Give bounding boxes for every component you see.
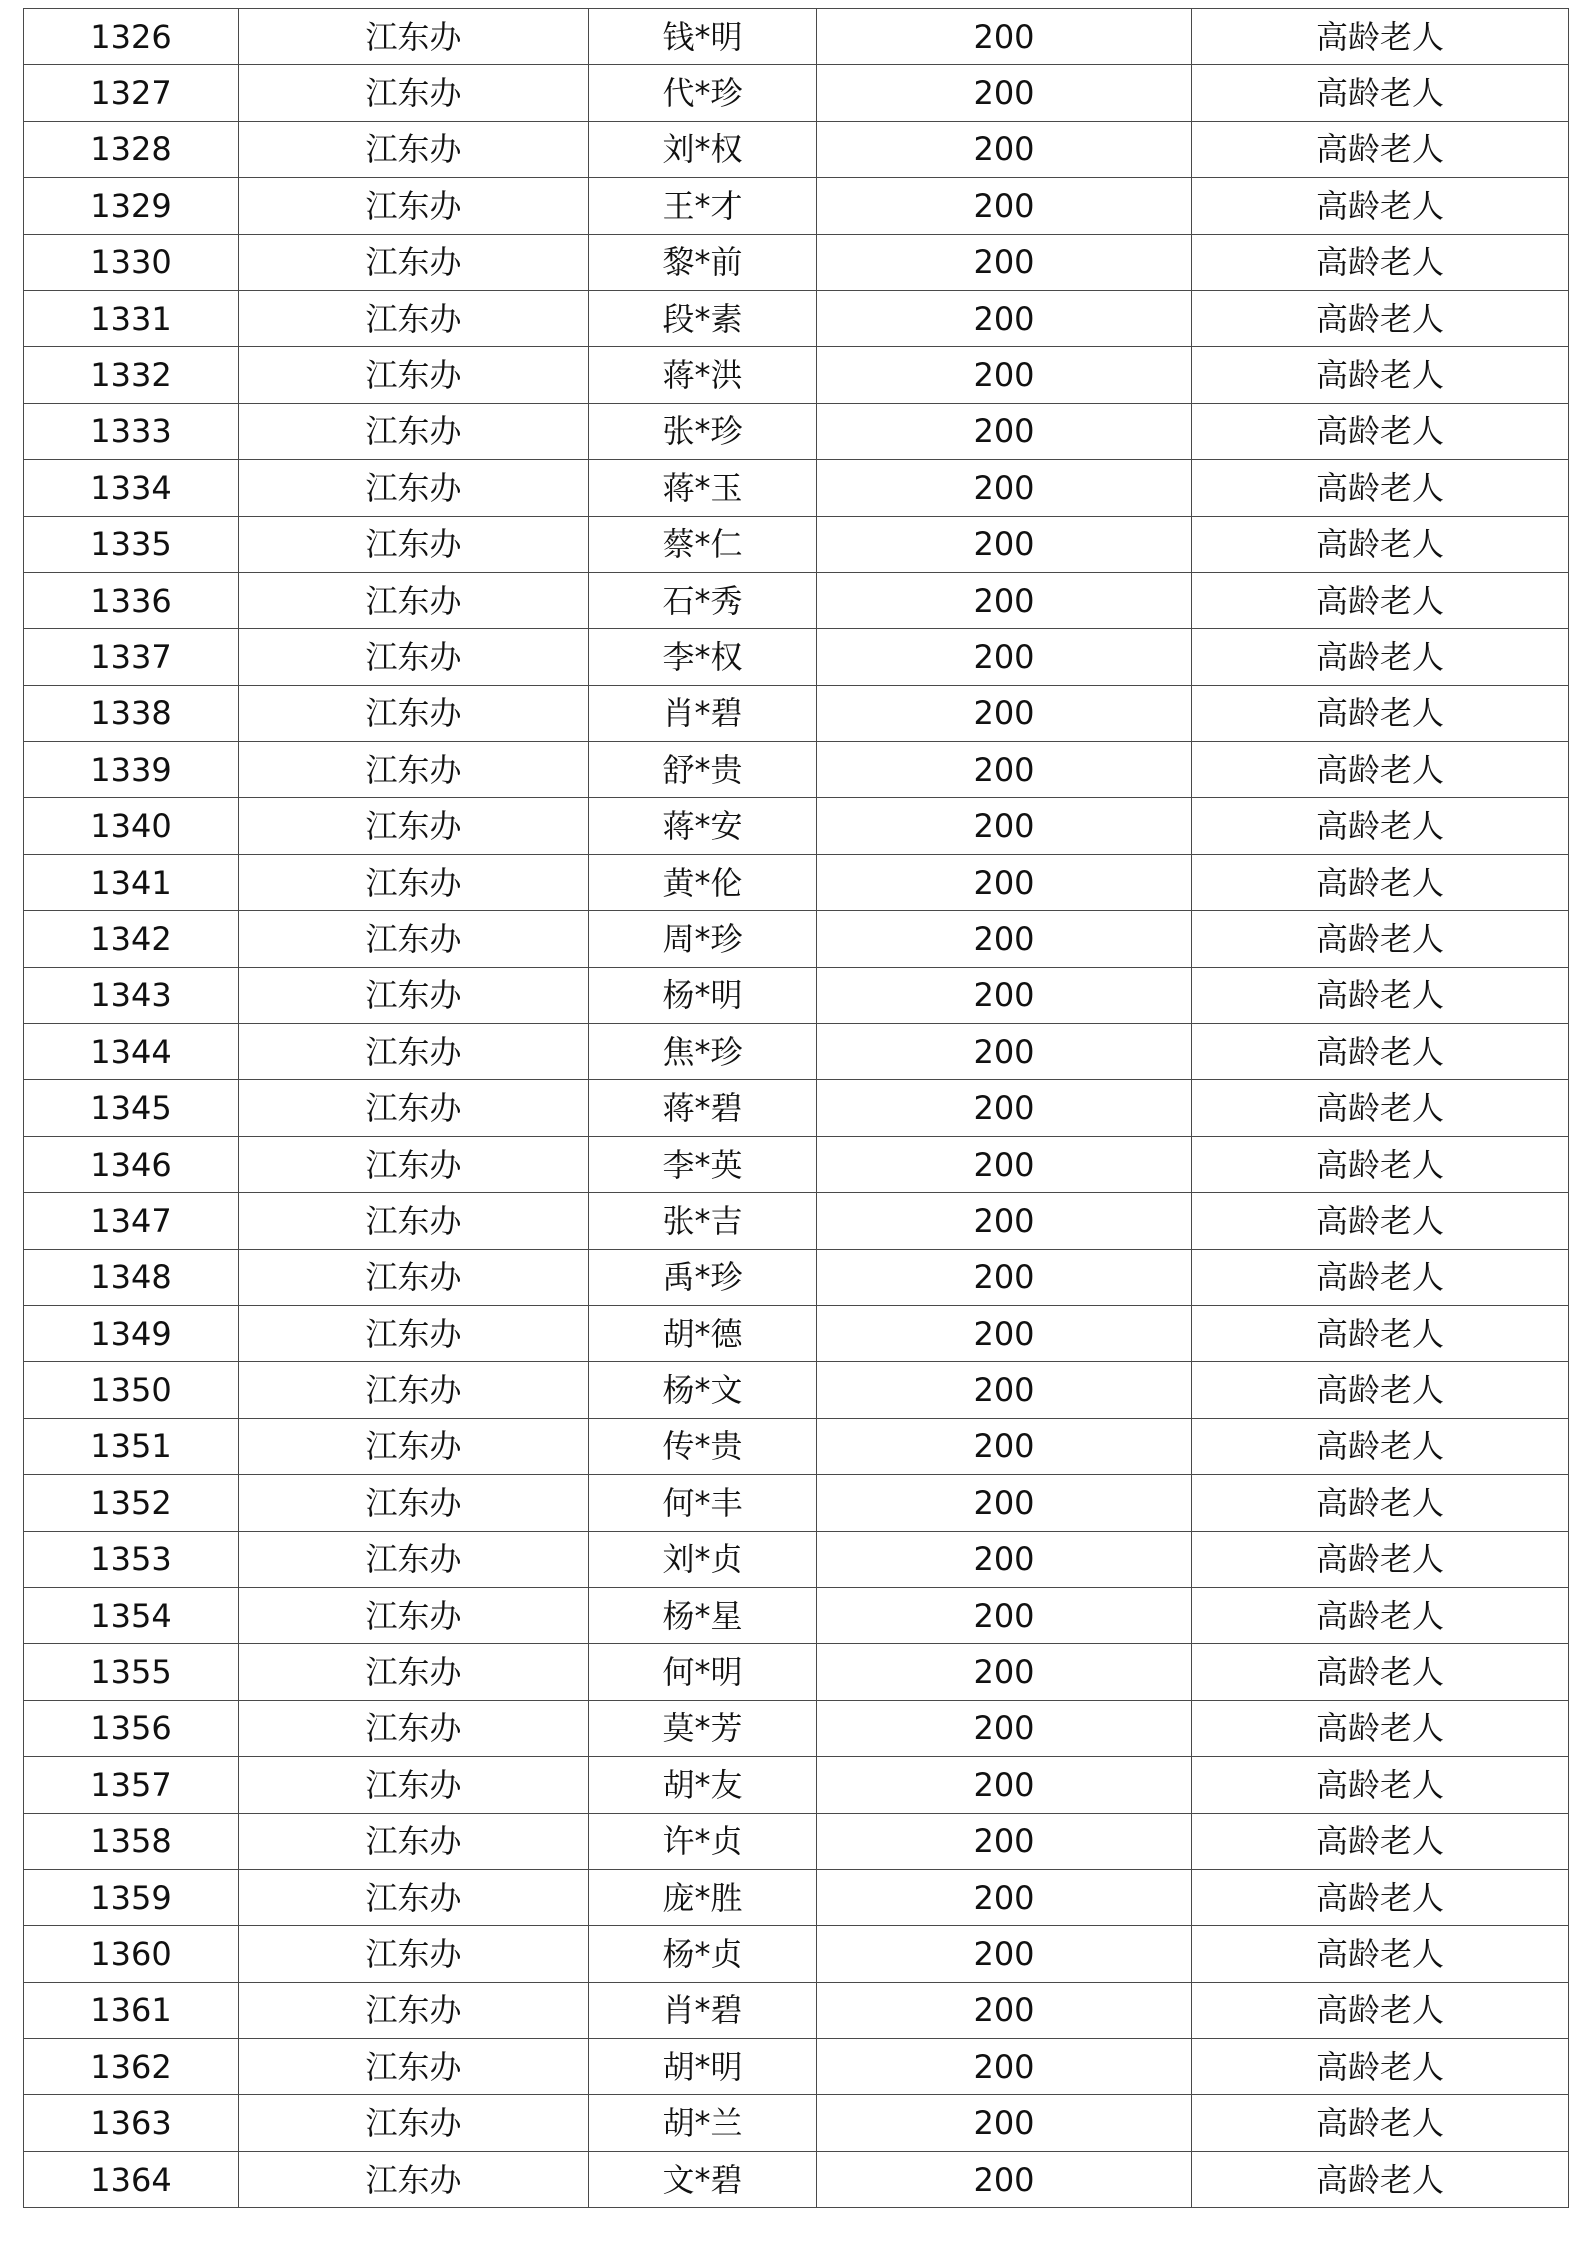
cell-amount: 200	[817, 1587, 1192, 1643]
cell-serial-number: 1330	[24, 234, 239, 290]
roster-table	[23, 8, 1569, 2208]
cell-person-name: 王*才	[589, 178, 817, 234]
cell-person-name: 杨*星	[589, 1587, 817, 1643]
table-row	[24, 516, 1569, 572]
cell-person-name: 刘*权	[589, 121, 817, 177]
cell-office: 江东办	[239, 1926, 589, 1982]
cell-serial-number: 1328	[24, 121, 239, 177]
cell-category: 高龄老人	[1192, 460, 1569, 516]
cell-office: 江东办	[239, 460, 589, 516]
cell-category: 高龄老人	[1192, 1531, 1569, 1587]
table-row	[24, 1249, 1569, 1305]
cell-serial-number: 1327	[24, 65, 239, 121]
cell-person-name: 禹*珍	[589, 1249, 817, 1305]
cell-amount: 200	[817, 1926, 1192, 1982]
table-row	[24, 854, 1569, 910]
cell-serial-number: 1343	[24, 967, 239, 1023]
cell-office: 江东办	[239, 65, 589, 121]
cell-person-name: 张*吉	[589, 1193, 817, 1249]
cell-category: 高龄老人	[1192, 2039, 1569, 2095]
table-row	[24, 2151, 1569, 2207]
cell-amount: 200	[817, 1136, 1192, 1192]
cell-person-name: 文*碧	[589, 2151, 817, 2207]
table-row	[24, 1475, 1569, 1531]
cell-person-name: 庞*胜	[589, 1869, 817, 1925]
cell-office: 江东办	[239, 1813, 589, 1869]
cell-serial-number: 1333	[24, 403, 239, 459]
cell-category: 高龄老人	[1192, 9, 1569, 65]
cell-person-name: 肖*碧	[589, 685, 817, 741]
cell-person-name: 黎*前	[589, 234, 817, 290]
table-row	[24, 911, 1569, 967]
table-row	[24, 1193, 1569, 1249]
cell-category: 高龄老人	[1192, 1587, 1569, 1643]
table-row	[24, 1869, 1569, 1925]
cell-person-name: 杨*明	[589, 967, 817, 1023]
cell-amount: 200	[817, 1418, 1192, 1474]
cell-amount: 200	[817, 685, 1192, 741]
cell-person-name: 莫*芳	[589, 1700, 817, 1756]
cell-person-name: 李*权	[589, 629, 817, 685]
cell-serial-number: 1345	[24, 1080, 239, 1136]
table-row	[24, 65, 1569, 121]
cell-person-name: 石*秀	[589, 572, 817, 628]
cell-amount: 200	[817, 742, 1192, 798]
cell-amount: 200	[817, 967, 1192, 1023]
cell-category: 高龄老人	[1192, 290, 1569, 346]
cell-person-name: 周*珍	[589, 911, 817, 967]
cell-amount: 200	[817, 1757, 1192, 1813]
cell-category: 高龄老人	[1192, 911, 1569, 967]
cell-office: 江东办	[239, 403, 589, 459]
cell-serial-number: 1357	[24, 1757, 239, 1813]
cell-amount: 200	[817, 178, 1192, 234]
cell-amount: 200	[817, 854, 1192, 910]
cell-office: 江东办	[239, 742, 589, 798]
cell-office: 江东办	[239, 967, 589, 1023]
cell-office: 江东办	[239, 629, 589, 685]
cell-amount: 200	[817, 516, 1192, 572]
cell-amount: 200	[817, 1813, 1192, 1869]
table-row	[24, 1982, 1569, 2038]
cell-category: 高龄老人	[1192, 1926, 1569, 1982]
cell-category: 高龄老人	[1192, 1982, 1569, 2038]
cell-office: 江东办	[239, 572, 589, 628]
cell-serial-number: 1349	[24, 1305, 239, 1361]
cell-office: 江东办	[239, 2039, 589, 2095]
cell-category: 高龄老人	[1192, 572, 1569, 628]
cell-office: 江东办	[239, 1700, 589, 1756]
cell-office: 江东办	[239, 347, 589, 403]
table-row	[24, 1531, 1569, 1587]
cell-serial-number: 1350	[24, 1362, 239, 1418]
cell-person-name: 张*珍	[589, 403, 817, 459]
cell-category: 高龄老人	[1192, 1136, 1569, 1192]
cell-amount: 200	[817, 1024, 1192, 1080]
cell-serial-number: 1364	[24, 2151, 239, 2207]
cell-amount: 200	[817, 234, 1192, 290]
cell-serial-number: 1329	[24, 178, 239, 234]
table-row	[24, 798, 1569, 854]
table-row	[24, 1305, 1569, 1361]
cell-serial-number: 1354	[24, 1587, 239, 1643]
cell-serial-number: 1361	[24, 1982, 239, 2038]
cell-category: 高龄老人	[1192, 798, 1569, 854]
cell-amount: 200	[817, 403, 1192, 459]
cell-person-name: 杨*文	[589, 1362, 817, 1418]
cell-serial-number: 1347	[24, 1193, 239, 1249]
cell-category: 高龄老人	[1192, 1869, 1569, 1925]
cell-person-name: 蒋*安	[589, 798, 817, 854]
table-row	[24, 629, 1569, 685]
cell-amount: 200	[817, 629, 1192, 685]
cell-category: 高龄老人	[1192, 1024, 1569, 1080]
cell-office: 江东办	[239, 685, 589, 741]
table-row	[24, 347, 1569, 403]
cell-category: 高龄老人	[1192, 1757, 1569, 1813]
cell-amount: 200	[817, 1249, 1192, 1305]
cell-office: 江东办	[239, 1024, 589, 1080]
cell-amount: 200	[817, 798, 1192, 854]
cell-office: 江东办	[239, 854, 589, 910]
cell-person-name: 段*素	[589, 290, 817, 346]
cell-amount: 200	[817, 1475, 1192, 1531]
table-row	[24, 1757, 1569, 1813]
cell-amount: 200	[817, 1700, 1192, 1756]
cell-serial-number: 1359	[24, 1869, 239, 1925]
cell-person-name: 钱*明	[589, 9, 817, 65]
table-row	[24, 742, 1569, 798]
cell-category: 高龄老人	[1192, 403, 1569, 459]
cell-office: 江东办	[239, 1869, 589, 1925]
cell-category: 高龄老人	[1192, 629, 1569, 685]
cell-category: 高龄老人	[1192, 234, 1569, 290]
cell-category: 高龄老人	[1192, 1362, 1569, 1418]
cell-amount: 200	[817, 1305, 1192, 1361]
cell-person-name: 焦*珍	[589, 1024, 817, 1080]
cell-office: 江东办	[239, 2095, 589, 2151]
cell-serial-number: 1360	[24, 1926, 239, 1982]
cell-office: 江东办	[239, 1305, 589, 1361]
cell-office: 江东办	[239, 1136, 589, 1192]
cell-amount: 200	[817, 65, 1192, 121]
cell-amount: 200	[817, 2151, 1192, 2207]
cell-office: 江东办	[239, 1587, 589, 1643]
cell-category: 高龄老人	[1192, 967, 1569, 1023]
cell-category: 高龄老人	[1192, 1305, 1569, 1361]
table-row	[24, 1136, 1569, 1192]
cell-amount: 200	[817, 911, 1192, 967]
cell-category: 高龄老人	[1192, 2095, 1569, 2151]
cell-amount: 200	[817, 1869, 1192, 1925]
cell-office: 江东办	[239, 1644, 589, 1700]
cell-category: 高龄老人	[1192, 1813, 1569, 1869]
table-row	[24, 685, 1569, 741]
cell-serial-number: 1352	[24, 1475, 239, 1531]
table-row	[24, 1644, 1569, 1700]
cell-office: 江东办	[239, 1418, 589, 1474]
cell-person-name: 肖*碧	[589, 1982, 817, 2038]
table-row	[24, 1362, 1569, 1418]
cell-category: 高龄老人	[1192, 742, 1569, 798]
table-row	[24, 1080, 1569, 1136]
cell-amount: 200	[817, 1193, 1192, 1249]
cell-amount: 200	[817, 1080, 1192, 1136]
cell-person-name: 杨*贞	[589, 1926, 817, 1982]
cell-person-name: 许*贞	[589, 1813, 817, 1869]
cell-serial-number: 1339	[24, 742, 239, 798]
cell-serial-number: 1346	[24, 1136, 239, 1192]
cell-amount: 200	[817, 2095, 1192, 2151]
cell-person-name: 蒋*洪	[589, 347, 817, 403]
table-row	[24, 1700, 1569, 1756]
cell-office: 江东办	[239, 1362, 589, 1418]
cell-category: 高龄老人	[1192, 685, 1569, 741]
cell-serial-number: 1342	[24, 911, 239, 967]
cell-serial-number: 1336	[24, 572, 239, 628]
cell-serial-number: 1340	[24, 798, 239, 854]
cell-serial-number: 1356	[24, 1700, 239, 1756]
cell-person-name: 李*英	[589, 1136, 817, 1192]
cell-serial-number: 1334	[24, 460, 239, 516]
cell-category: 高龄老人	[1192, 178, 1569, 234]
roster-table-body	[24, 9, 1569, 2208]
cell-category: 高龄老人	[1192, 1080, 1569, 1136]
cell-person-name: 蔡*仁	[589, 516, 817, 572]
cell-office: 江东办	[239, 798, 589, 854]
cell-serial-number: 1332	[24, 347, 239, 403]
cell-amount: 200	[817, 9, 1192, 65]
cell-serial-number: 1341	[24, 854, 239, 910]
table-row	[24, 1587, 1569, 1643]
cell-category: 高龄老人	[1192, 121, 1569, 177]
cell-person-name: 蒋*玉	[589, 460, 817, 516]
cell-office: 江东办	[239, 1475, 589, 1531]
cell-category: 高龄老人	[1192, 1418, 1569, 1474]
table-row	[24, 572, 1569, 628]
cell-office: 江东办	[239, 1982, 589, 2038]
cell-category: 高龄老人	[1192, 1249, 1569, 1305]
cell-person-name: 胡*德	[589, 1305, 817, 1361]
cell-person-name: 传*贵	[589, 1418, 817, 1474]
cell-office: 江东办	[239, 1080, 589, 1136]
cell-amount: 200	[817, 290, 1192, 346]
cell-person-name: 何*明	[589, 1644, 817, 1700]
cell-amount: 200	[817, 347, 1192, 403]
cell-serial-number: 1344	[24, 1024, 239, 1080]
table-row	[24, 234, 1569, 290]
cell-amount: 200	[817, 1644, 1192, 1700]
cell-office: 江东办	[239, 178, 589, 234]
cell-category: 高龄老人	[1192, 1475, 1569, 1531]
table-row	[24, 1813, 1569, 1869]
cell-serial-number: 1338	[24, 685, 239, 741]
cell-office: 江东办	[239, 516, 589, 572]
table-row	[24, 2039, 1569, 2095]
cell-category: 高龄老人	[1192, 1644, 1569, 1700]
cell-office: 江东办	[239, 1757, 589, 1813]
cell-amount: 200	[817, 1982, 1192, 2038]
cell-amount: 200	[817, 572, 1192, 628]
cell-person-name: 胡*明	[589, 2039, 817, 2095]
cell-person-name: 蒋*碧	[589, 1080, 817, 1136]
cell-category: 高龄老人	[1192, 65, 1569, 121]
cell-category: 高龄老人	[1192, 2151, 1569, 2207]
cell-person-name: 胡*友	[589, 1757, 817, 1813]
table-row	[24, 121, 1569, 177]
cell-serial-number: 1337	[24, 629, 239, 685]
cell-serial-number: 1353	[24, 1531, 239, 1587]
cell-category: 高龄老人	[1192, 347, 1569, 403]
cell-serial-number: 1362	[24, 2039, 239, 2095]
cell-office: 江东办	[239, 9, 589, 65]
table-row	[24, 9, 1569, 65]
cell-serial-number: 1335	[24, 516, 239, 572]
table-row	[24, 967, 1569, 1023]
table-row	[24, 460, 1569, 516]
cell-serial-number: 1348	[24, 1249, 239, 1305]
table-row	[24, 1024, 1569, 1080]
cell-serial-number: 1326	[24, 9, 239, 65]
cell-office: 江东办	[239, 911, 589, 967]
cell-amount: 200	[817, 121, 1192, 177]
cell-office: 江东办	[239, 290, 589, 346]
table-row	[24, 1418, 1569, 1474]
cell-amount: 200	[817, 460, 1192, 516]
cell-amount: 200	[817, 2039, 1192, 2095]
cell-office: 江东办	[239, 121, 589, 177]
table-row	[24, 1926, 1569, 1982]
cell-serial-number: 1358	[24, 1813, 239, 1869]
cell-category: 高龄老人	[1192, 1193, 1569, 1249]
table-row	[24, 403, 1569, 459]
cell-category: 高龄老人	[1192, 854, 1569, 910]
cell-category: 高龄老人	[1192, 1700, 1569, 1756]
table-row	[24, 178, 1569, 234]
cell-office: 江东办	[239, 1193, 589, 1249]
cell-office: 江东办	[239, 1531, 589, 1587]
cell-person-name: 胡*兰	[589, 2095, 817, 2151]
table-row	[24, 290, 1569, 346]
cell-office: 江东办	[239, 1249, 589, 1305]
cell-office: 江东办	[239, 2151, 589, 2207]
cell-office: 江东办	[239, 234, 589, 290]
cell-person-name: 何*丰	[589, 1475, 817, 1531]
cell-person-name: 黄*伦	[589, 854, 817, 910]
cell-person-name: 代*珍	[589, 65, 817, 121]
cell-person-name: 舒*贵	[589, 742, 817, 798]
cell-serial-number: 1331	[24, 290, 239, 346]
cell-category: 高龄老人	[1192, 516, 1569, 572]
cell-amount: 200	[817, 1531, 1192, 1587]
cell-person-name: 刘*贞	[589, 1531, 817, 1587]
cell-serial-number: 1351	[24, 1418, 239, 1474]
cell-serial-number: 1363	[24, 2095, 239, 2151]
table-row	[24, 2095, 1569, 2151]
cell-serial-number: 1355	[24, 1644, 239, 1700]
cell-amount: 200	[817, 1362, 1192, 1418]
